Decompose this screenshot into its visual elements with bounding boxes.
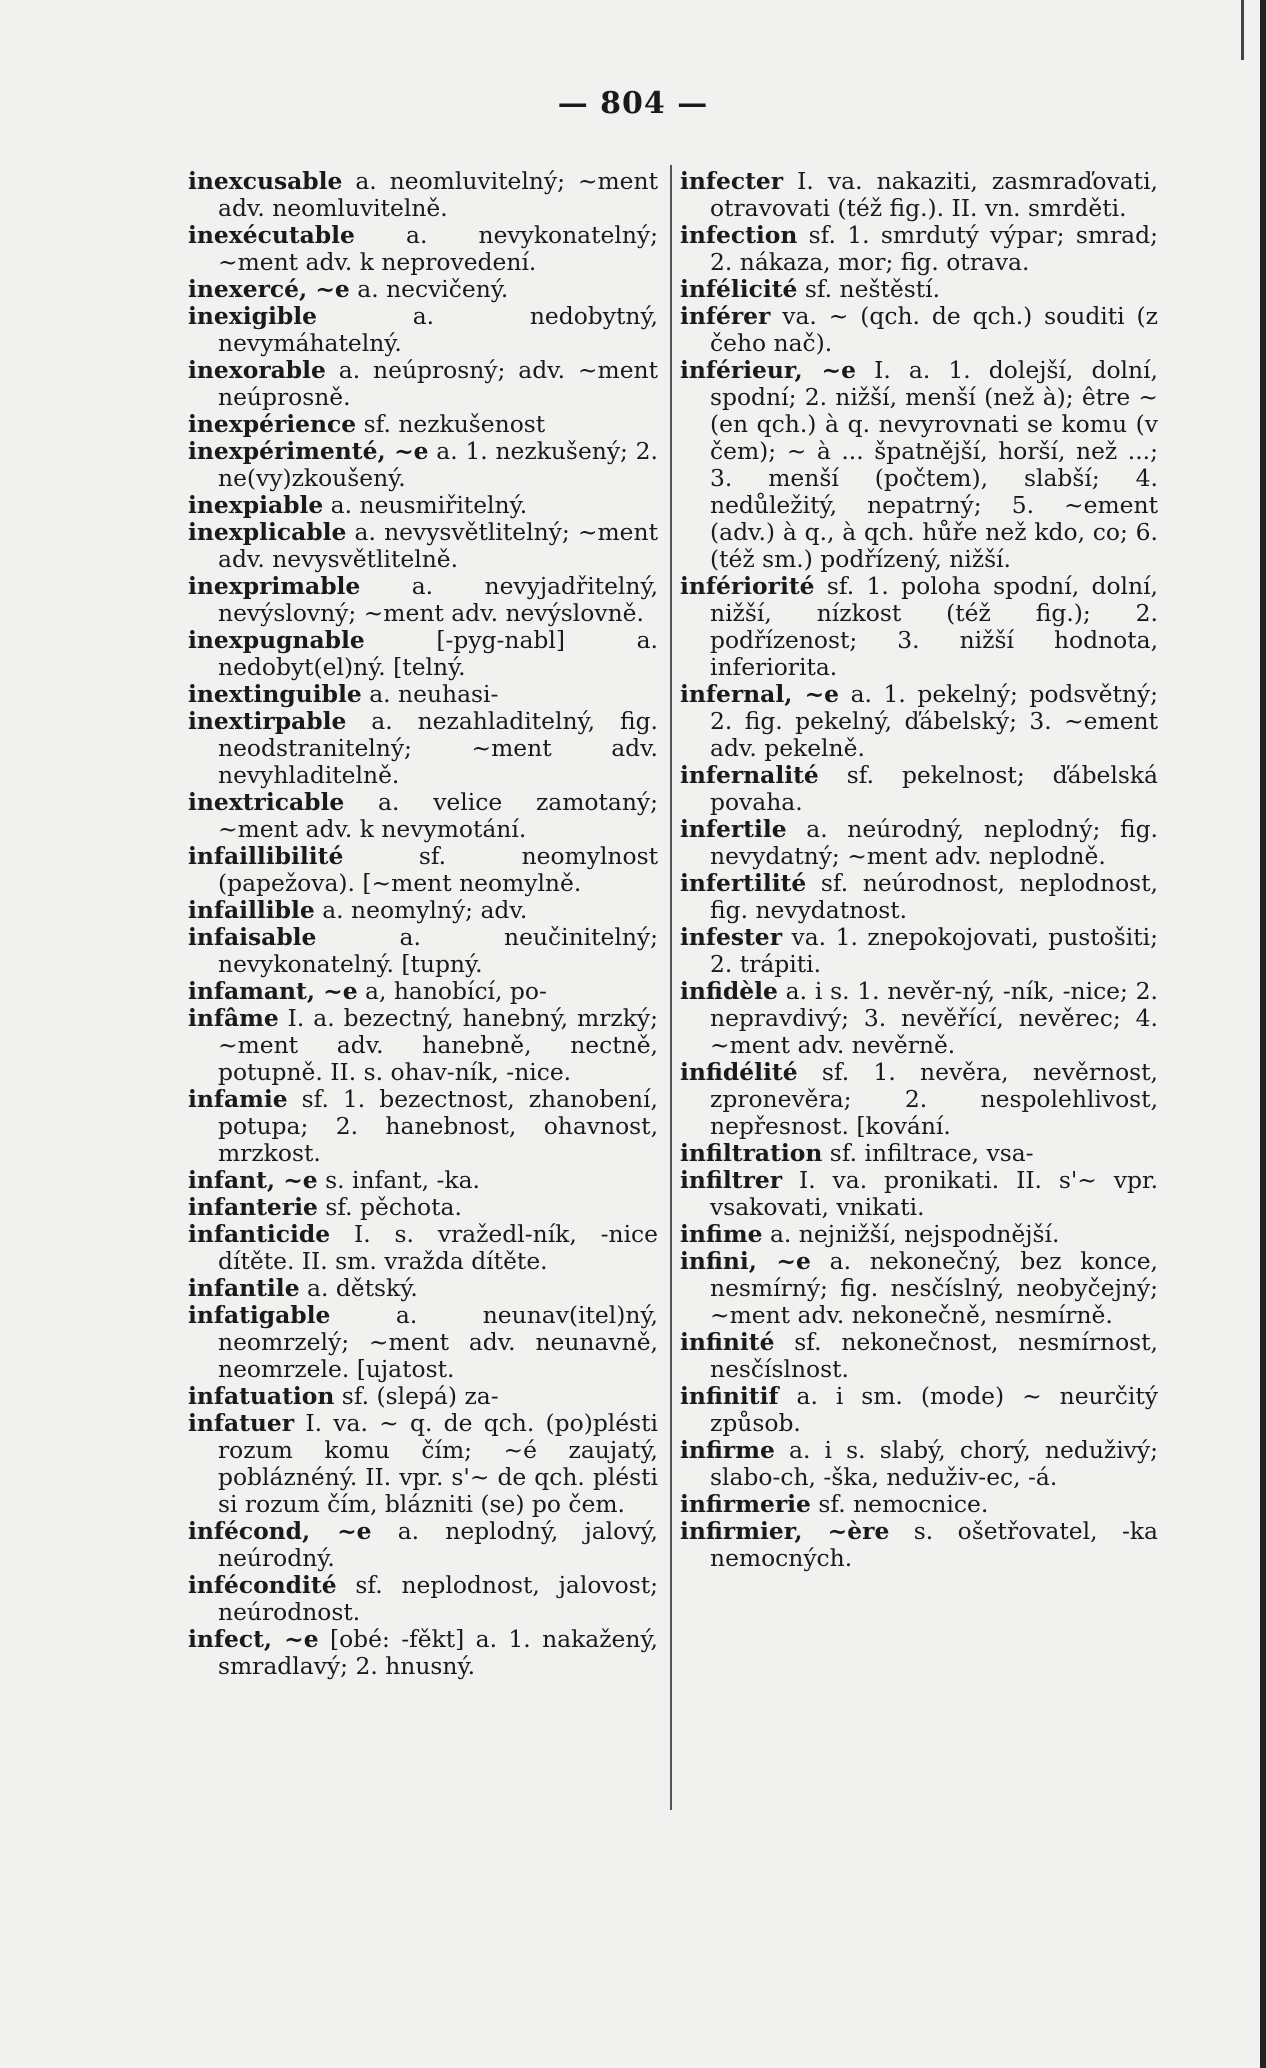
entry-definition: va. ~ (qch. de qch.) souditi (z čeho nač). — [710, 302, 1158, 357]
dictionary-entry — [680, 924, 1158, 978]
dictionary-entry — [188, 1572, 658, 1626]
entry-headword: inextirpable — [188, 707, 347, 735]
dictionary-entry — [680, 1518, 1158, 1572]
entry-headword: infime — [680, 1220, 763, 1248]
dictionary-entry — [188, 276, 658, 303]
dictionary-entry — [188, 1194, 658, 1221]
entry-definition: a. nevykonatelný; ~ment adv. k neprovedení. — [218, 221, 658, 276]
entry-headword: infélicité — [680, 275, 798, 303]
entry-definition: sf. neúrodnost, neplodnost, fig. nevydatnost. — [710, 869, 1158, 924]
entry-definition: sf. infiltrace, vsa- — [822, 1139, 1034, 1167]
entry-definition: a. nevyjadřitelný, nevýslovný; ~ment adv. nevýslovně. — [218, 572, 658, 627]
entry-headword: infanticide — [188, 1220, 331, 1248]
dictionary-entry — [680, 222, 1158, 276]
entry-headword: infertile — [680, 815, 787, 843]
entry-definition: I. va. ~ q. de qch. (po)plésti rozum komu čím; ~é zaujatý, pobláznéný. II. vpr. s'~ de qch. plésti si rozum čím, blázniti (se) po čem. — [218, 1409, 658, 1518]
entry-definition: I. s. vražedl-ník, -nice dítěte. II. sm. vražda dítěte. — [218, 1220, 658, 1275]
entry-headword: infidélité — [680, 1058, 798, 1086]
dictionary-entry — [188, 1302, 658, 1383]
dictionary-entry — [188, 1275, 658, 1302]
entry-headword: inextricable — [188, 788, 345, 816]
entry-headword: infection — [680, 221, 798, 249]
entry-definition: sf. neplodnost, jalovost; neúrodnost. — [218, 1571, 658, 1626]
entry-headword: infernal, ~e — [680, 680, 840, 708]
entry-definition: sf. nezkušenost — [356, 410, 546, 438]
entry-definition: a. neplodný, jalový, neúrodný. — [218, 1517, 658, 1572]
entry-definition: sf. (slepá) za- — [334, 1382, 499, 1410]
entry-definition: sf. neomylnost (papežova). [~ment neomylně. — [218, 842, 658, 897]
entry-definition: sf. 1. nevěra, nevěrnost, zpronevěra; 2. nespolehlivost, nepřesnost. [kování. — [710, 1058, 1158, 1140]
entry-headword: inexorable — [188, 356, 326, 384]
dictionary-column-right — [680, 168, 1158, 1572]
entry-definition: sf. nemocnice. — [810, 1490, 989, 1518]
dictionary-entry — [188, 168, 658, 222]
entry-definition: [-pyg-nabl] a. nedobyt(el)ný. [telný. — [218, 626, 658, 681]
dictionary-column-left — [188, 168, 658, 1680]
entry-definition: a. i sm. (mode) ~ neurčitý způsob. — [710, 1382, 1158, 1437]
entry-headword: inexprimable — [188, 572, 361, 600]
dictionary-entry — [680, 1059, 1158, 1140]
entry-headword: infatuation — [188, 1382, 335, 1410]
entry-headword: inexécutable — [188, 221, 355, 249]
entry-definition: I. a. 1. dolejší, dolní, spodní; 2. nižší, menší (než à); être ~ (en qch.) à q. nevyrovnati se komu (v čem); ~ à ... špatnější, horší, než ...; 3. menší (počtem), slabší; 4. nedůležitý, nepatrný; 5. ~ement (adv.) à q., à qch. hůře než kdo, co; 6. (též sm.) podřízený, nižší. — [710, 356, 1158, 573]
entry-definition: a, hanobící, po- — [357, 977, 547, 1005]
dictionary-entry — [188, 924, 658, 978]
entry-headword: infant, ~e — [188, 1166, 318, 1194]
entry-definition: a. i s. slabý, chorý, neduživý; slabo-ch, -ška, neduživ-ec, -á. — [710, 1436, 1158, 1491]
dictionary-entry — [188, 1383, 658, 1410]
entry-headword: inexcusable — [188, 167, 343, 195]
dictionary-entry — [188, 519, 658, 573]
entry-headword: infiltration — [680, 1139, 823, 1167]
dictionary-entry — [680, 357, 1158, 573]
entry-definition: sf. pekelnost; ďábelská povaha. — [710, 761, 1158, 816]
entry-definition: I. va. pronikati. II. s'~ vpr. vsakovati, vnikati. — [710, 1166, 1158, 1221]
dictionary-entry — [680, 1437, 1158, 1491]
entry-definition: a. neučinitelný; nevykonatelný. [tupný. — [218, 923, 658, 978]
entry-definition: a. nejnižší, nejspodnější. — [762, 1220, 1060, 1248]
entry-headword: infamant, ~e — [188, 977, 358, 1005]
dictionary-entry — [680, 1329, 1158, 1383]
entry-headword: infériorité — [680, 572, 815, 600]
entry-headword: infaisable — [188, 923, 317, 951]
entry-headword: inextinguible — [188, 680, 362, 708]
dictionary-entry — [680, 870, 1158, 924]
entry-headword: infaillibilité — [188, 842, 344, 870]
dictionary-entry — [680, 978, 1158, 1059]
entry-headword: infâme — [188, 1004, 279, 1032]
entry-definition: a. nedobytný, nevymáhatelný. — [218, 302, 658, 357]
entry-definition: a. nevysvětlitelný; ~ment adv. nevysvětlitelně. — [218, 518, 658, 573]
column-divider — [670, 165, 672, 1810]
entry-headword: infatigable — [188, 1301, 331, 1329]
scan-edge-tick — [1241, 0, 1244, 60]
entry-definition: a. neunav(itel)ný, neomrzelý; ~ment adv. neunavně, neomrzele. [ujatost. — [218, 1301, 658, 1383]
dictionary-entry — [188, 222, 658, 276]
entry-headword: inexigible — [188, 302, 317, 330]
entry-definition: sf. 1. smrdutý výpar; smrad; 2. nákaza, mor; fig. otrava. — [710, 221, 1158, 276]
dictionary-entry — [680, 1221, 1158, 1248]
entry-definition: s. infant, -ka. — [317, 1166, 480, 1194]
dictionary-entry — [680, 762, 1158, 816]
dictionary-entry — [188, 1167, 658, 1194]
entry-definition: a. 1. nezkušený; 2. ne(vy)zkoušený. — [218, 437, 658, 492]
entry-headword: infini, ~e — [680, 1247, 811, 1275]
dictionary-entry — [188, 843, 658, 897]
dictionary-entry — [188, 978, 658, 1005]
dictionary-entry — [188, 897, 658, 924]
entry-headword: infester — [680, 923, 783, 951]
dictionary-entry — [188, 708, 658, 789]
dictionary-entry — [680, 681, 1158, 762]
dictionary-entry — [188, 1221, 658, 1275]
dictionary-entry — [680, 168, 1158, 222]
dictionary-entry — [188, 357, 658, 411]
entry-headword: infamie — [188, 1085, 288, 1113]
page-number: — 804 — — [557, 86, 709, 121]
entry-definition: [obé: -fěkt] a. 1. nakažený, smradlavý; 2. hnusný. — [218, 1625, 658, 1680]
scan-edge — [1260, 0, 1266, 2068]
dictionary-entry — [680, 1491, 1158, 1518]
dictionary-entry — [188, 1626, 658, 1680]
entry-headword: infiltrer — [680, 1166, 783, 1194]
entry-definition: a. neúprosný; adv. ~ment neúprosně. — [218, 356, 658, 411]
dictionary-entry — [188, 1005, 658, 1086]
dictionary-entry — [680, 816, 1158, 870]
dictionary-entry — [188, 573, 658, 627]
dictionary-entry — [680, 1383, 1158, 1437]
entry-definition: sf. 1. poloha spodní, dolní, nižší, nízkost (též fig.); 2. podřízenost; 3. nižší hodnota, inferiorita. — [710, 572, 1158, 681]
entry-headword: inexpugnable — [188, 626, 365, 654]
entry-headword: infirmerie — [680, 1490, 811, 1518]
entry-headword: infécond, ~e — [188, 1517, 372, 1545]
entry-headword: infirmier, ~ère — [680, 1517, 890, 1545]
entry-definition: a. velice zamotaný; ~ment adv. k nevymotání. — [218, 788, 658, 843]
dictionary-entry — [188, 438, 658, 492]
dictionary-entry — [188, 789, 658, 843]
entry-headword: inférieur, ~e — [680, 356, 856, 384]
entry-definition: a. neomylný; adv. — [314, 896, 528, 924]
entry-headword: infertilité — [680, 869, 807, 897]
entry-headword: inexercé, ~e — [188, 275, 350, 303]
entry-headword: infinitif — [680, 1382, 779, 1410]
entry-definition: a. i s. 1. nevěr-ný, -ník, -nice; 2. nepravdivý; 3. nevěřící, nevěrec; 4. ~ment adv. nevěrně. — [710, 977, 1158, 1059]
entry-headword: infantile — [188, 1274, 300, 1302]
entry-headword: inexplicable — [188, 518, 347, 546]
entry-definition: a. neúrodný, neplodný; fig. nevydatný; ~ment adv. neplodně. — [710, 815, 1158, 870]
entry-headword: infécondité — [188, 1571, 337, 1599]
entry-headword: inférer — [680, 302, 771, 330]
dictionary-entry — [680, 303, 1158, 357]
dictionary-entry — [188, 411, 658, 438]
entry-definition: a. dětský. — [299, 1274, 418, 1302]
entry-definition: a. neusmiřitelný. — [323, 491, 528, 519]
entry-definition: I. a. bezectný, hanebný, mrzký; ~ment adv. hanebně, nectně, potupně. II. s. ohav-ník, -nice. — [218, 1004, 658, 1086]
entry-definition: a. necvičený. — [349, 275, 509, 303]
dictionary-entry — [680, 276, 1158, 303]
entry-definition: sf. nekonečnost, nesmírnost, nesčíslnost. — [710, 1328, 1158, 1383]
dictionary-entry — [188, 1518, 658, 1572]
entry-headword: inexpérimenté, ~e — [188, 437, 429, 465]
entry-headword: infanterie — [188, 1193, 318, 1221]
dictionary-entry — [188, 1086, 658, 1167]
dictionary-entry — [188, 1410, 658, 1518]
entry-headword: inexpiable — [188, 491, 324, 519]
entry-definition: s. ošetřovatel, -ka nemocných. — [710, 1517, 1158, 1572]
entry-headword: infernalité — [680, 761, 819, 789]
dictionary-entry — [188, 627, 658, 681]
dictionary-entry — [680, 1248, 1158, 1329]
dictionary-entry — [680, 1167, 1158, 1221]
dictionary-entry — [680, 1140, 1158, 1167]
entry-definition: I. va. nakaziti, zasmraďovati, otravovati (též fig.). II. vn. smrděti. — [710, 167, 1158, 222]
dictionary-entry — [188, 303, 658, 357]
entry-definition: sf. 1. bezectnost, zhanobení, potupa; 2. hanebnost, ohavnost, mrzkost. — [218, 1085, 658, 1167]
entry-headword: inexpérience — [188, 410, 357, 438]
entry-definition: a. 1. pekelný; podsvětný; 2. fig. pekelný, ďábelský; 3. ~ement adv. pekelně. — [710, 680, 1158, 762]
entry-definition: a. neomluvitelný; ~ment adv. neomluvitelně. — [218, 167, 658, 222]
entry-headword: infirme — [680, 1436, 775, 1464]
entry-definition: a. nekonečný, bez konce, nesmírný; fig. nesčíslný, neobyčejný; ~ment adv. nekonečně, nesmírně. — [710, 1247, 1158, 1329]
entry-headword: infatuer — [188, 1409, 295, 1437]
entry-definition: a. nezahladitelný, fig. neodstranitelný; ~ment adv. nevyhladitelně. — [218, 707, 658, 789]
entry-headword: infecter — [680, 167, 784, 195]
entry-headword: infinité — [680, 1328, 775, 1356]
entry-headword: infect, ~e — [188, 1625, 319, 1653]
dictionary-entry — [680, 573, 1158, 681]
entry-headword: infaillible — [188, 896, 315, 924]
entry-headword: infidèle — [680, 977, 778, 1005]
entry-definition: a. neuhasi- — [361, 680, 499, 708]
dictionary-entry — [188, 492, 658, 519]
entry-definition: va. 1. znepokojovati, pustošiti; 2. trápiti. — [710, 923, 1158, 978]
dictionary-entry — [188, 681, 658, 708]
entry-definition: sf. neštěstí. — [797, 275, 941, 303]
entry-definition: sf. pěchota. — [317, 1193, 462, 1221]
